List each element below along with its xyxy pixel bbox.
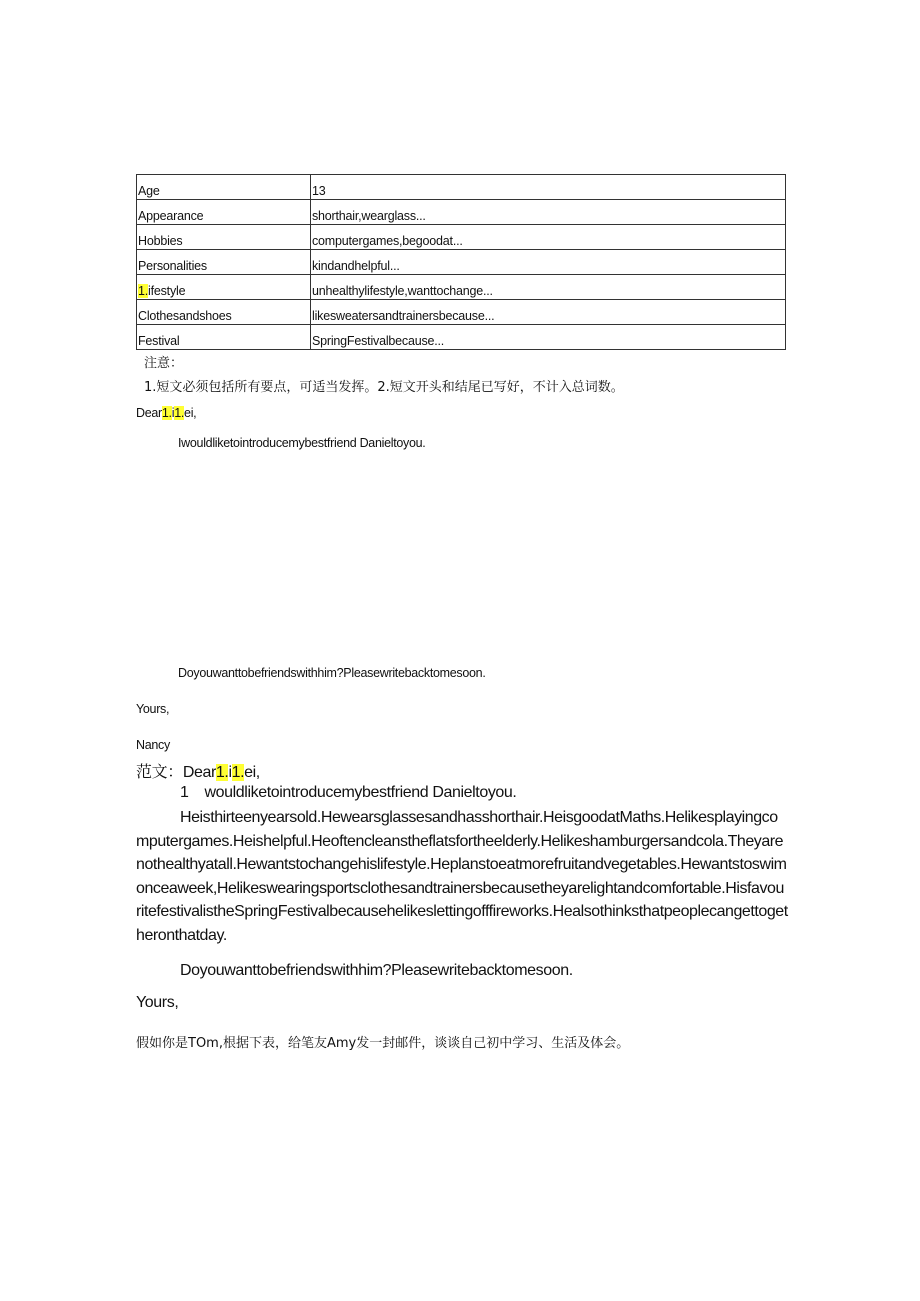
notes-items: 1.短文必须包括所有要点，可适当发挥。2.短文开头和结尾已写好，不计入总词数。 xyxy=(144,380,624,395)
row-value: shorthair,wearglass... xyxy=(311,200,786,225)
table-row xyxy=(137,175,786,200)
row-value: SpringFestivalbecause... xyxy=(311,325,786,350)
greeting-text: Dear xyxy=(136,406,162,420)
row-label-text: ifestyle xyxy=(148,284,186,298)
greeting-text: Dear xyxy=(182,764,216,781)
row-label: Hobbies xyxy=(137,225,311,250)
highlight: 1. xyxy=(215,764,229,781)
letter-intro: Iwouldliketointroducemybestfriend Danieltoyou. xyxy=(178,436,426,450)
highlight: 1. xyxy=(138,284,149,298)
row-value: computergames,begoodat... xyxy=(311,225,786,250)
row-value: unhealthylifestyle,wanttochange... xyxy=(311,275,786,300)
info-table xyxy=(136,174,786,350)
sample-intro xyxy=(180,784,516,802)
sample-signoff: Yours, xyxy=(136,994,179,1011)
highlight: 1. xyxy=(174,406,185,420)
row-label xyxy=(137,275,311,300)
table-row xyxy=(137,250,786,275)
intro-text: wouldliketointroducemybestfriend Danieltoyou. xyxy=(204,784,517,801)
notes-title: 注意： xyxy=(144,356,184,371)
table-row xyxy=(137,200,786,225)
letter-closing: Doyouwanttobefriendswithhim?Pleasewritebacktomesoon. xyxy=(178,666,486,680)
next-task: 假如你是TOm,根据下表，给笔友Amy发一封邮件，谈谈自己初中学习、生活及体会。 xyxy=(136,1036,630,1051)
greeting-text: ei, xyxy=(184,406,197,420)
row-value: 13 xyxy=(311,175,786,200)
letter-greeting xyxy=(136,406,196,420)
row-label: Festival xyxy=(137,325,311,350)
sample-greeting xyxy=(136,759,260,782)
letter-name: Nancy xyxy=(136,738,170,752)
row-label: Age xyxy=(137,175,311,200)
row-label: Appearance xyxy=(137,200,311,225)
sample-body: Heisthirteenyearsold.Hewearsglassesandhasshorthair.HeisgoodatMaths.Helikesplayingcomputergames.Heishelpful.Heoftencleanstheflatsfortheelderly.Helikeshamburgersandcola.Theyarenothealthyatall.Hewantstochangehislifestyle.Heplanstoeatmorefruitandvegetables.Hewantstoswimonceaweek,Helikeswearingsportsclothesandtrainersbecausetheyarelightandcomfortable.HisfavouritefestivalistheSpringFestivalbecausehelikeslettingofffireworks.Healsothinksthatpeoplecangettogetheronthatday. xyxy=(136,809,788,944)
greeting-text: ei, xyxy=(244,764,260,781)
intro-number: 1 xyxy=(180,784,189,801)
greeting-text: i xyxy=(171,406,175,420)
row-value: likesweatersandtrainersbecause... xyxy=(311,300,786,325)
sample-closing: Doyouwanttobefriendswithhim?Pleasewritebacktomesoon. xyxy=(180,962,573,979)
greeting-text: i xyxy=(228,764,232,781)
table-row xyxy=(137,225,786,250)
table-row xyxy=(137,275,786,300)
highlight: 1. xyxy=(231,764,245,781)
row-label: Personalities xyxy=(137,250,311,275)
row-value: kindandhelpful... xyxy=(311,250,786,275)
table-row xyxy=(137,300,786,325)
row-label: Clothesandshoes xyxy=(137,300,311,325)
sample-label: 范文： xyxy=(136,762,183,781)
highlight: 1. xyxy=(161,406,172,420)
table-row xyxy=(137,325,786,350)
letter-signoff: Yours, xyxy=(136,702,170,716)
